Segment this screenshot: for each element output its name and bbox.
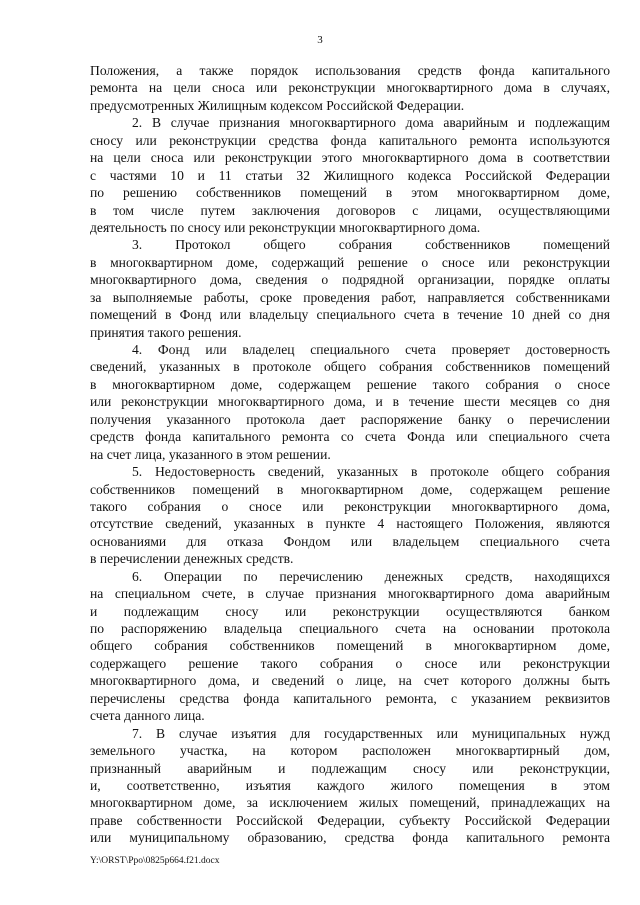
text-line: 6. Операции по перечислению денежных средств, находящихся — [132, 568, 610, 584]
text-line: получения указанного протокола дает распоряжение банку о перечислении — [90, 411, 610, 427]
text-line: многоквартирного дома, сведения о подрядной организации, порядке оплаты — [90, 272, 610, 288]
text-line: содержащего решение такого собрания о сносе или реконструкции — [90, 655, 610, 671]
text-line: и, соответственно, изъятия каждого жилого помещения в этом — [90, 777, 610, 793]
text-line: в многоквартирном доме, содержащий решение о сносе или реконструкции — [90, 254, 610, 270]
text-line: многоквартирного дома, и сведений о лице, на счет которого должны быть — [90, 673, 610, 689]
text-line: праве собственности Российской Федерации, субъекту Российской Федерации — [90, 812, 610, 828]
text-line: сносу или реконструкции средства фонда капитального ремонта используются — [90, 132, 610, 148]
text-line: средств фонда капитального ремонта со счета Фонда или специального счета — [90, 429, 610, 445]
text-line: счета данного лица. — [90, 708, 205, 724]
text-line: основаниями для отказа Фондом или владельцем специального счета — [90, 533, 610, 549]
page-number: 3 — [317, 34, 323, 46]
text-line: 4. Фонд или владелец специального счета проверяет достоверность — [132, 342, 610, 357]
text-line: в том числе путем заключения договоров с лицами, осуществляющими — [90, 202, 610, 218]
text-line: земельного участка, на котором расположен многоквартирный дом, — [90, 743, 610, 759]
text-line: на цели сноса или реконструкции этого многоквартирного дома в соответствии — [90, 150, 610, 166]
text-line: по решению собственников помещений в этом многоквартирном доме, — [90, 185, 610, 201]
text-line: отсутствие сведений, указанных в пункте 4 настоящего Положения, являются — [90, 516, 610, 532]
text-line: за выполняемые работы, сроке проведения работ, направляется собственниками — [90, 289, 610, 305]
text-line: предусмотренных Жилищным кодексом Российской Федерации. — [90, 97, 465, 113]
text-line: общего собрания собственников помещений в многоквартирном доме, — [90, 638, 610, 654]
text-line: такого собрания о сносе или реконструкции многоквартирного дома, — [90, 498, 610, 514]
document-body — [90, 62, 610, 847]
text-line: на счет лица, указанного в этом решении. — [90, 446, 331, 462]
text-line: собственников помещений в многоквартирном доме, содержащем решение — [90, 481, 610, 497]
text-line: помещений в Фонд или владельцу специального счета в течение 10 дней со дня — [90, 307, 610, 323]
file-path-footer: Y:\ORST\Ppo\0825p664.f21.docx — [90, 856, 220, 866]
text-line: сведений, указанных в протоколе общего собрания собственников помещений — [90, 359, 610, 375]
text-line: и подлежащим сносу или реконструкции осуществляются банком — [90, 603, 610, 619]
text-line: на специальном счете, в случае признания многоквартирного дома аварийным — [90, 586, 610, 602]
text-line: 7. В случае изъятия для государственных или муниципальных нужд — [132, 725, 610, 741]
text-line: Положения, а также порядок использования средств фонда капитального — [90, 63, 610, 78]
text-line: многоквартирном доме, за исключением жилых помещений, принадлежащих на — [90, 795, 610, 811]
text-line: или муниципальному образованию, средства фонда капитального ремонта — [90, 830, 610, 846]
text-line: перечислены средства фонда капитального ремонта, с указанием реквизитов — [90, 690, 610, 706]
text-line: в перечислении денежных средств. — [90, 551, 294, 567]
text-line: ремонта на цели сноса или реконструкции многоквартирного дома в случаях, — [90, 80, 610, 96]
text-line: с частями 10 и 11 статьи 32 Жилищного кодекса Российской Федерации — [90, 167, 610, 183]
text-line: деятельность по сносу или реконструкции многоквартирного дома. — [90, 219, 481, 235]
text-line: признанный аварийным и подлежащим сносу или реконструкции, — [90, 760, 610, 776]
text-line: принятия такого решения. — [90, 324, 242, 340]
text-line: 2. В случае признания многоквартирного дома аварийным и подлежащим — [132, 115, 610, 131]
text-line: 3. Протокол общего собрания собственников помещений — [132, 237, 610, 253]
text-line: или реконструкции многоквартирного дома, и в течение шести месяцев со дня — [90, 394, 610, 410]
text-line: 5. Недостоверность сведений, указанных в протоколе общего собрания — [132, 464, 610, 480]
text-line: по распоряжению владельца специального счета на основании протокола — [90, 621, 610, 636]
text-line: в многоквартирном доме, содержащем решение такого собрания о сносе — [90, 376, 610, 392]
